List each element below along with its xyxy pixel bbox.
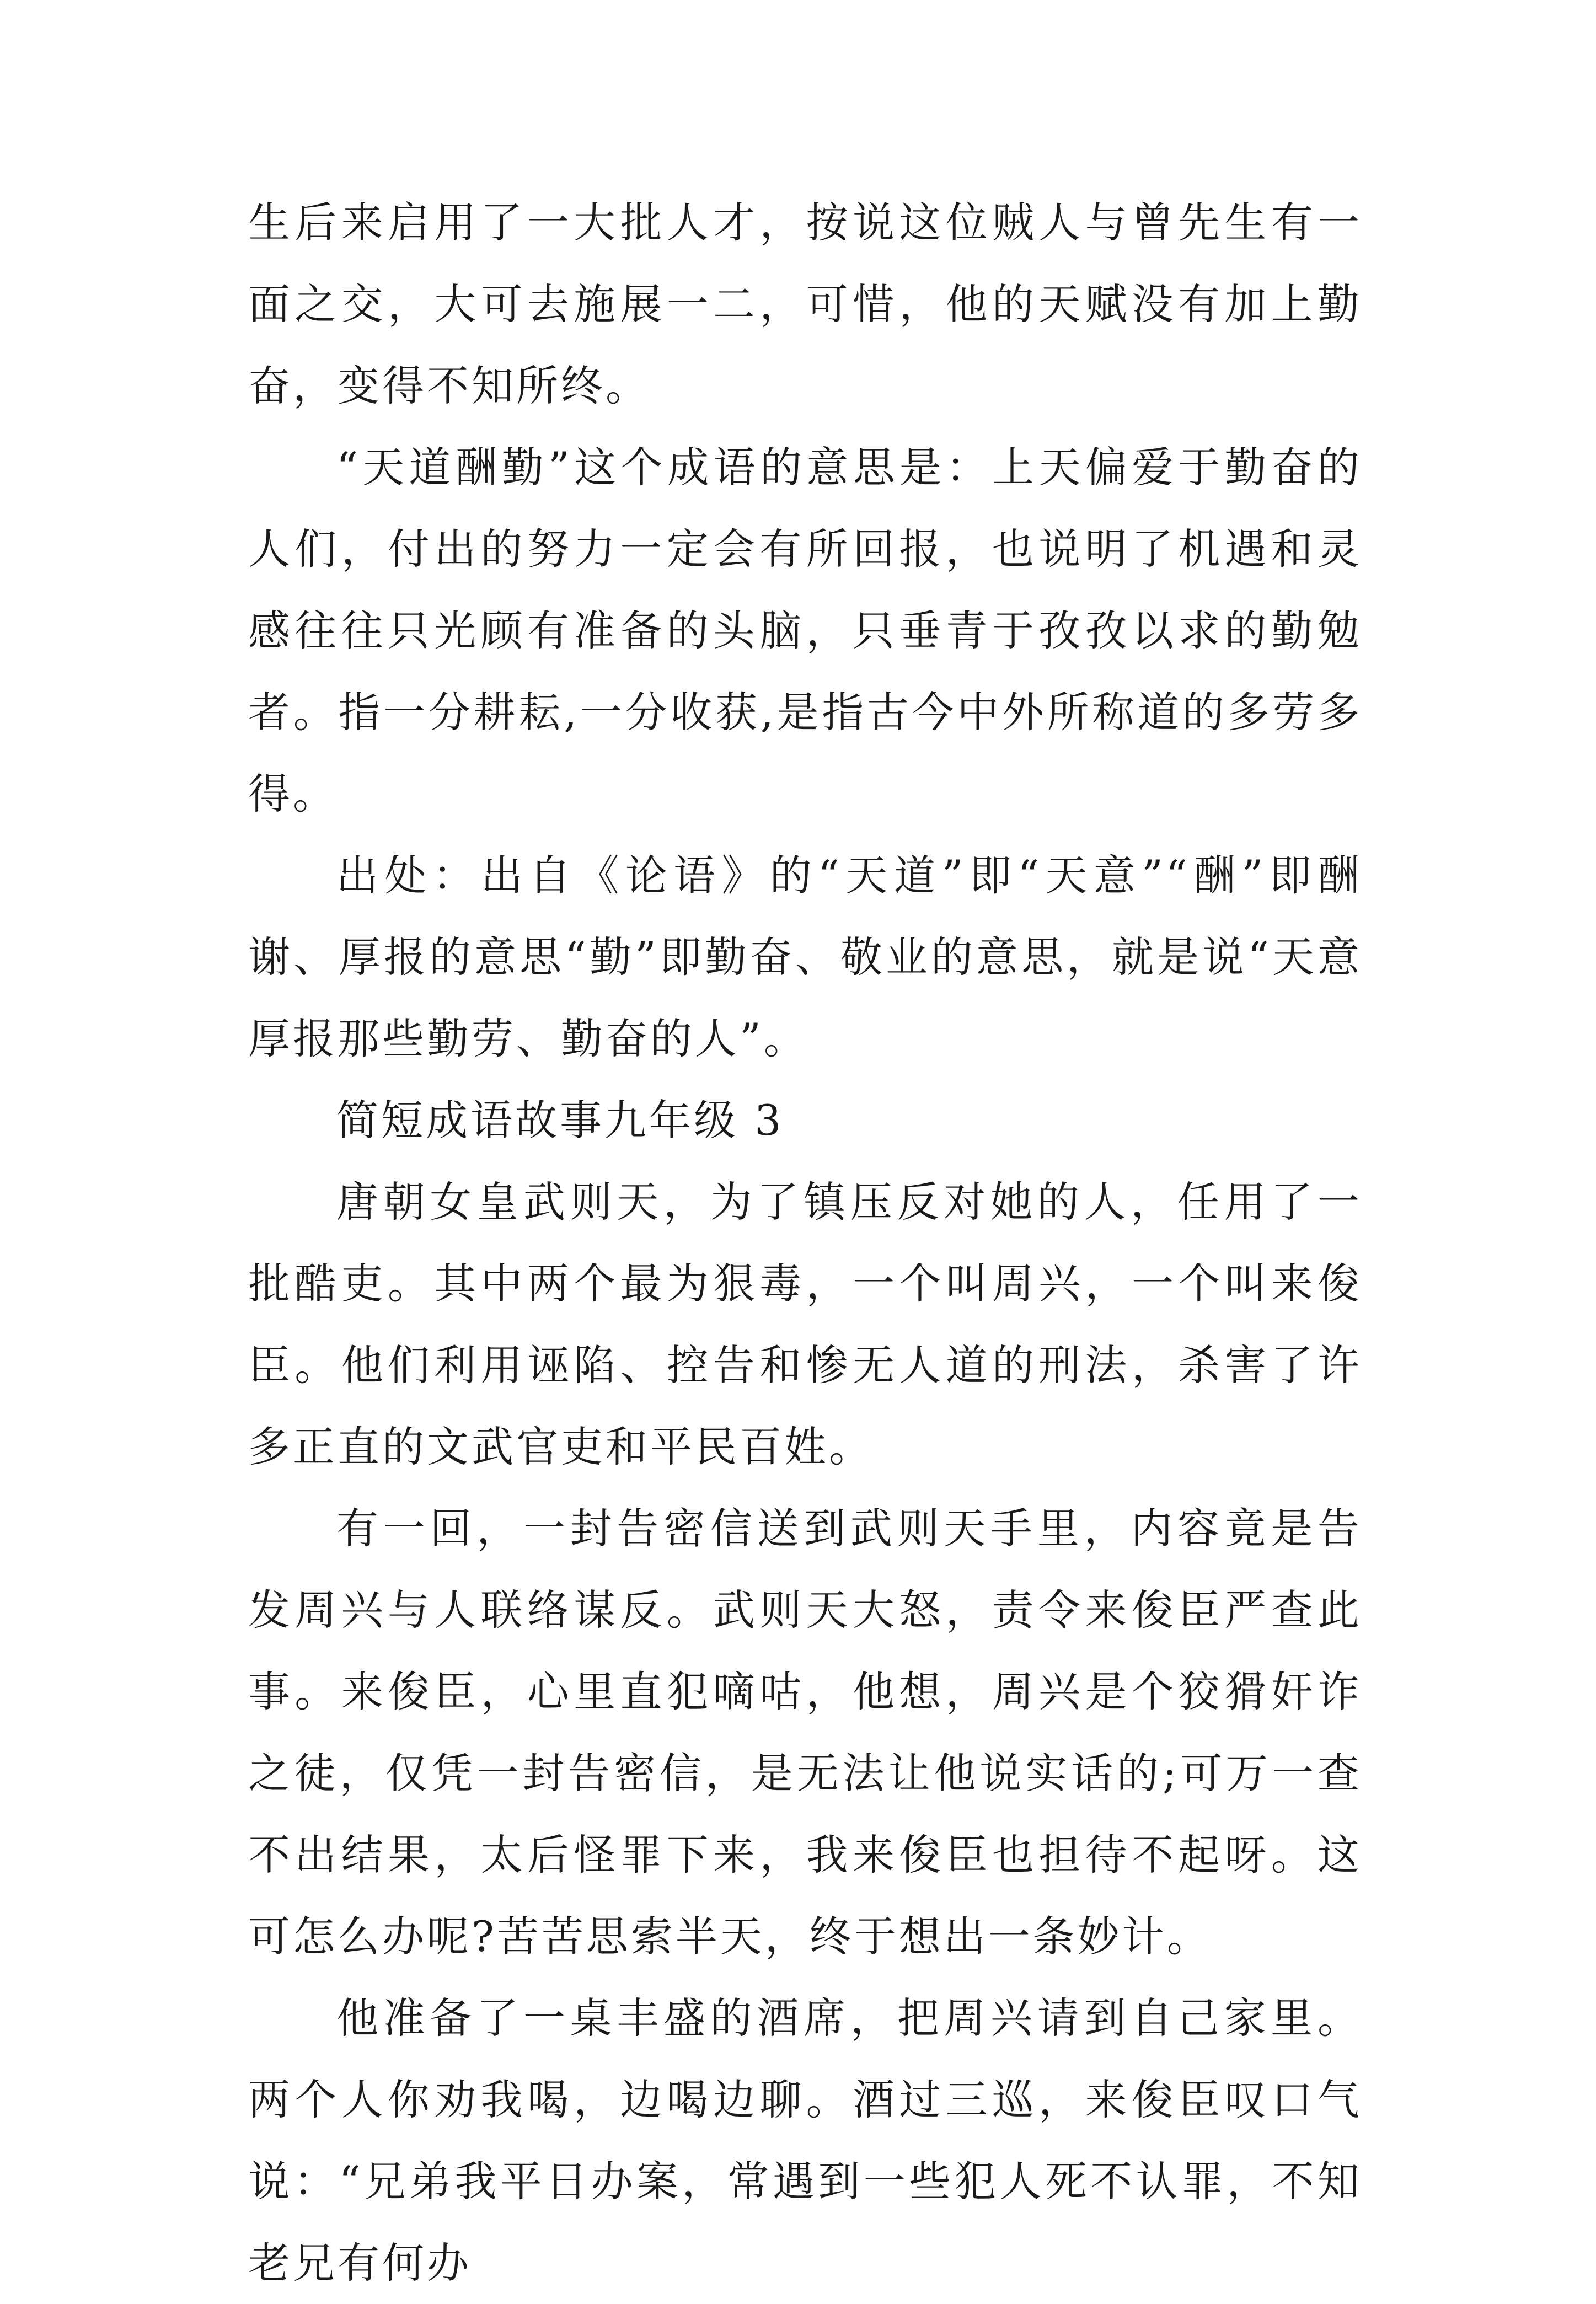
section-heading: 简短成语故事九年级 3 [336, 1096, 784, 1145]
paragraph-5: 唐朝女皇武则天，为了镇压反对她的人，任用了一批酷吏。其中两个最为狠毒，一个叫周兴，一个叫来俊臣。他们利用诬陷、控告和惨无人道的刑法，杀害了许多正直的文武官吏和平民百姓。 [248, 1177, 1362, 1471]
paragraph-6: 有一回，一封告密信送到武则天手里，内容竟是告发周兴与人联络谋反。武则天大怒，责令来俊臣严查此事。来俊臣，心里直犯嘀咕，他想，周兴是个狡猾奸诈之徒，仅凭一封告密信，是无法让他说实话的;可万一查不出结果，太后怪罪下来，我来俊臣也担待不起呀。这可怎么办呢?苦苦思索半天，终于想出一条妙计。 [248, 1504, 1362, 1961]
paragraph-3: 出处：出自《论语》的“天道”即“天意”“酬”即酬谢、厚报的意思“勤”即勤奋、敬业的意思，就是说“天意厚报那些勤劳、勤奋的人”。 [248, 851, 1362, 1063]
paragraph-2: “天道酬勤”这个成语的意思是：上天偏爱于勤奋的人们，付出的努力一定会有所回报，也说明了机遇和灵感往往只光顾有准备的头脑，只垂青于孜孜以求的勤勉者。指一分耕耘,一分收获,是指古今中外所称道的多劳多得。 [248, 443, 1362, 818]
document-body [248, 182, 1362, 2304]
paragraph-7: 他准备了一桌丰盛的酒席，把周兴请到自己家里。两个人你劝我喝，边喝边聊。酒过三巡，来俊臣叹口气说：“兄弟我平日办案，常遇到一些犯人死不认罪，不知老兄有何办 [248, 1994, 1362, 2287]
paragraph-1: 生后来启用了一大批人才，按说这位贼人与曾先生有一面之交，大可去施展一二，可惜，他的天赋没有加上勤奋，变得不知所终。 [248, 198, 1362, 410]
